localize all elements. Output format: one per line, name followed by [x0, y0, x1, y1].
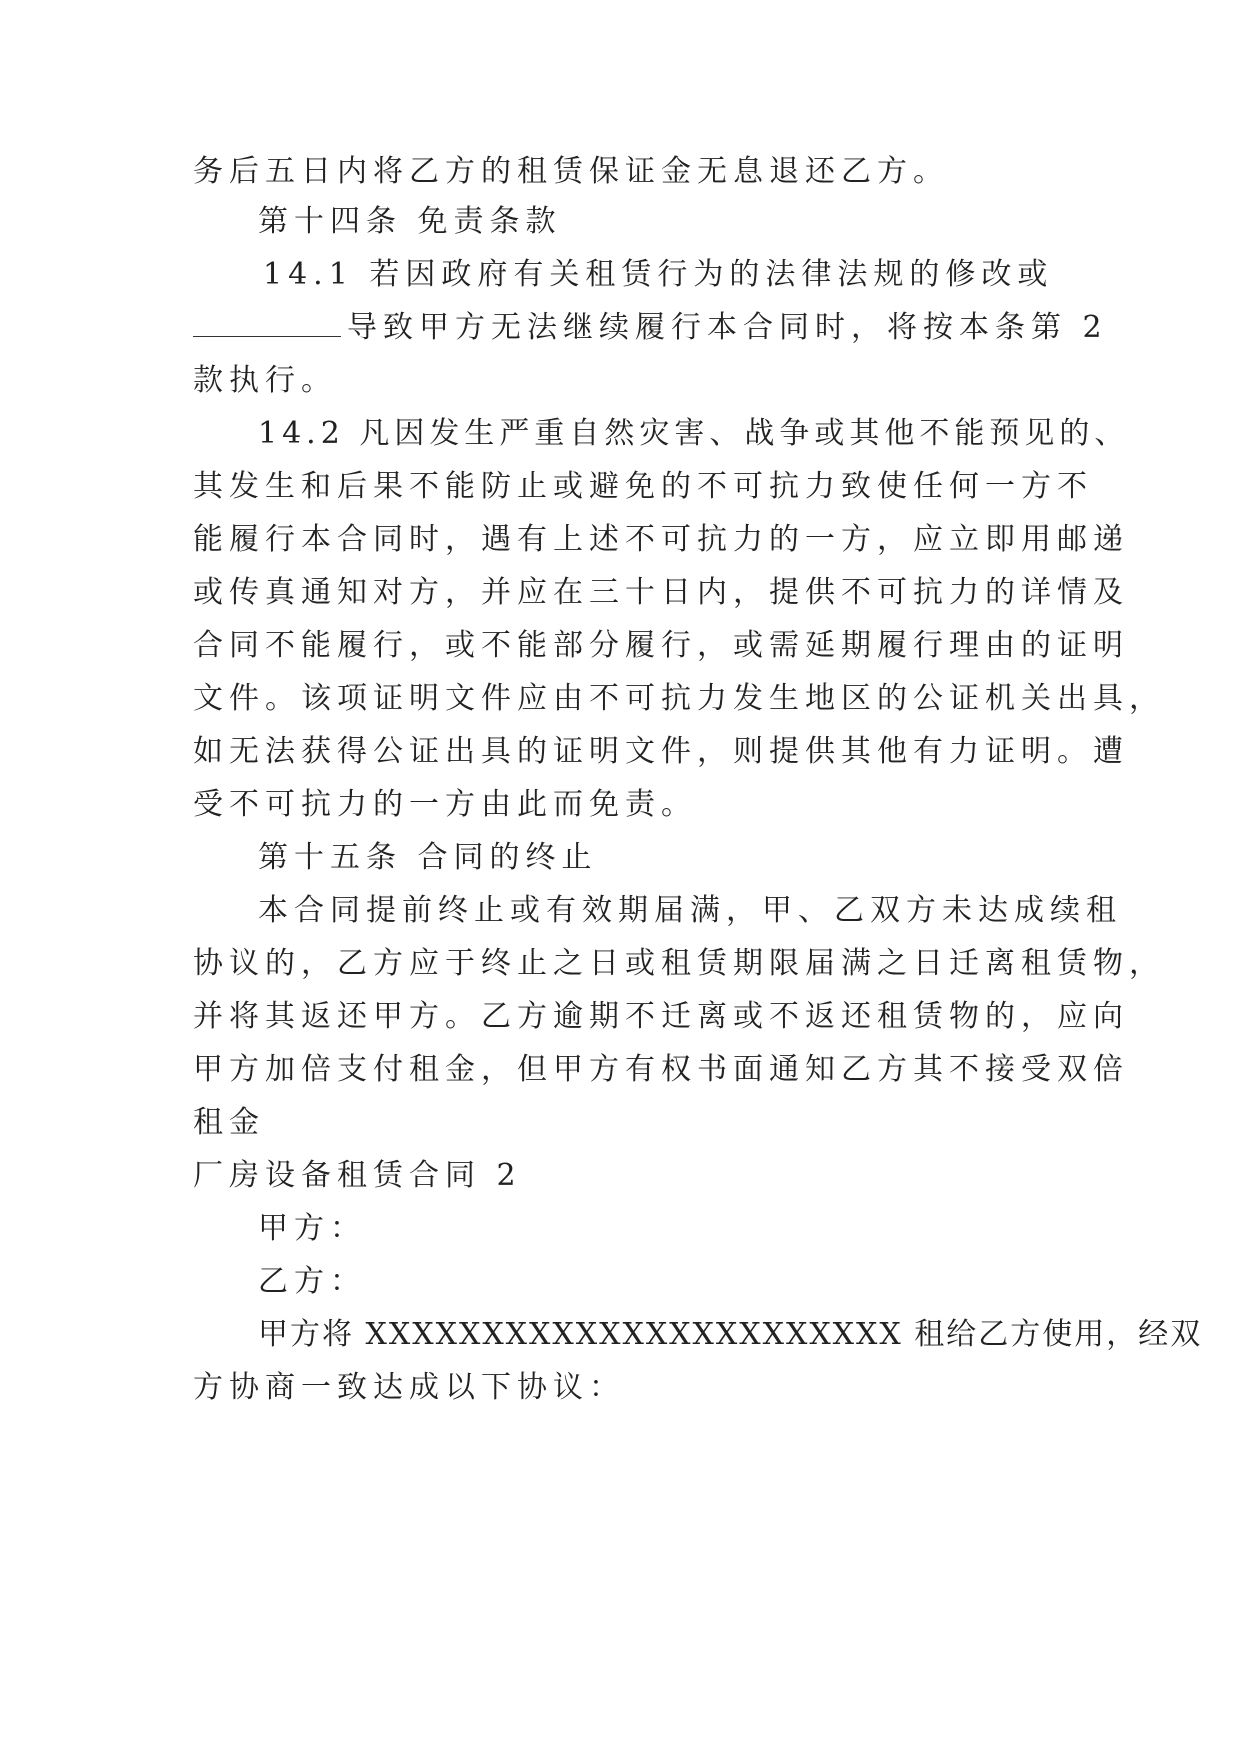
section-heading: 第十五条 合同的终止	[258, 840, 598, 875]
text-line: 协议的，乙方应于终止之日或租赁期限届满之日迁离租赁物，	[193, 946, 1165, 981]
text-line: 14.2 凡因发生严重自然灾害、战争或其他不能预见的、	[258, 416, 1130, 451]
text-line: 甲方将 XXXXXXXXXXXXXXXXXXXXXXX 租给乙方使用，经双	[258, 1317, 1203, 1352]
text-line: 合同不能履行，或不能部分履行，或需延期履行理由的证明	[193, 628, 1129, 663]
text-line: 其发生和后果不能防止或避免的不可抗力致使任何一方不	[193, 469, 1093, 504]
text-line: 方协商一致达成以下协议：	[193, 1370, 625, 1405]
fill-in-blank	[193, 310, 341, 337]
text-line: 本合同提前终止或有效期届满，甲、乙双方未达成续租	[258, 893, 1122, 928]
text-line: 14.1 若因政府有关租赁行为的法律法规的修改或	[263, 257, 1054, 292]
text-line: 务后五日内将乙方的租赁保证金无息退还乙方。	[193, 154, 949, 189]
text-line: 并将其返还甲方。乙方逾期不迁离或不返还租赁物的，应向	[193, 999, 1129, 1034]
text-line: 甲方加倍支付租金，但甲方有权书面通知乙方其不接受双倍	[193, 1052, 1129, 1087]
text-line: 受不可抗力的一方由此而免责。	[193, 787, 697, 822]
text-line: 能履行本合同时，遇有上述不可抗力的一方，应立即用邮递	[193, 522, 1129, 557]
party-a-label: 甲方：	[258, 1211, 366, 1246]
text-line: 款执行。	[193, 363, 337, 398]
text-line: 租金	[193, 1105, 265, 1140]
section-heading: 第十四条 免责条款	[258, 204, 562, 239]
text-line: 文件。该项证明文件应由不可抗力发生地区的公证机关出具，	[193, 681, 1165, 716]
text-line: 如无法获得公证出具的证明文件，则提供其他有力证明。遭	[193, 734, 1129, 769]
text-line-with-blank	[193, 306, 1108, 350]
text-line: 或传真通知对方，并应在三十日内，提供不可抗力的详情及	[193, 575, 1129, 610]
document-title: 厂房设备租赁合同 2	[193, 1158, 522, 1193]
party-b-label: 乙方：	[258, 1264, 366, 1299]
text-line: 导致甲方无法继续履行本合同时，将按本条第 2	[347, 310, 1108, 345]
